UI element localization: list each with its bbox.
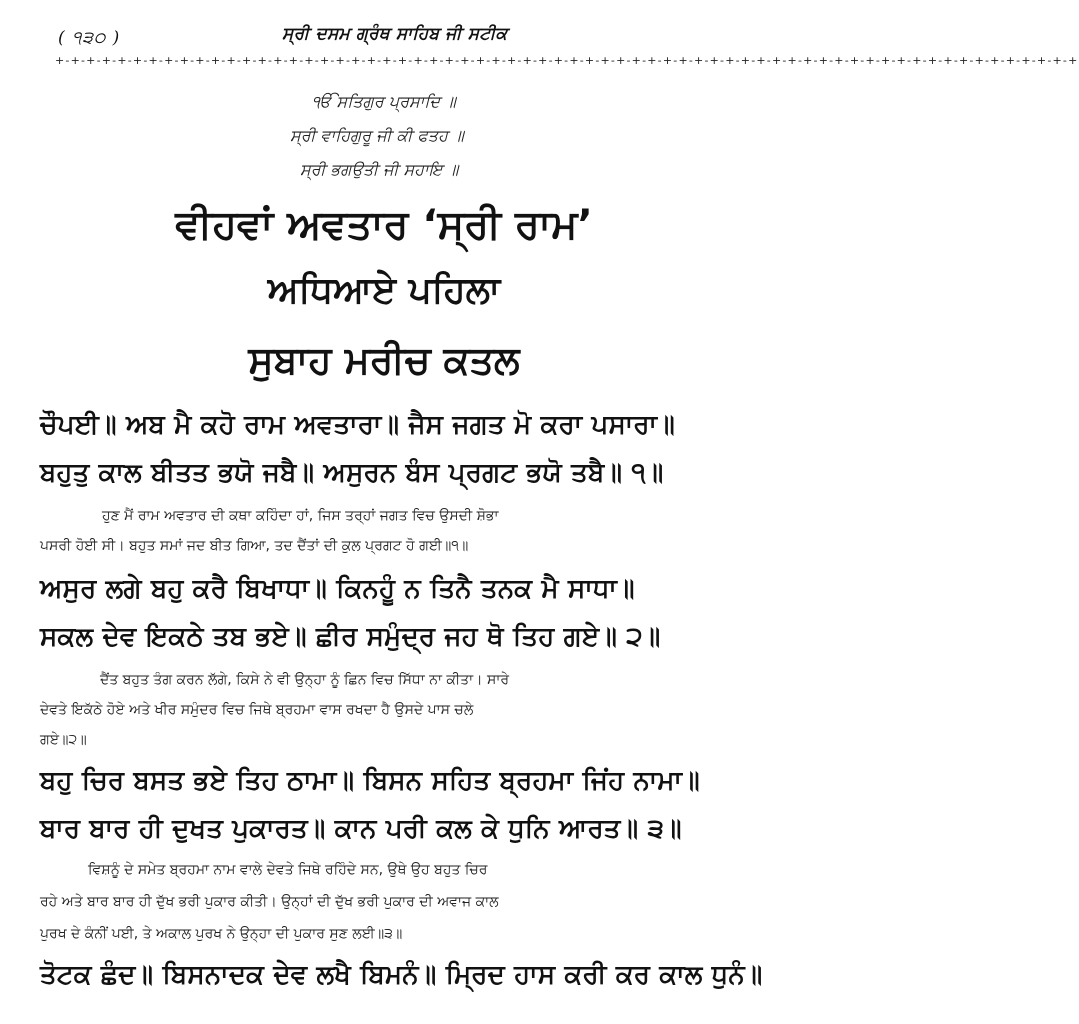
commentary-line: ਪੁਰਖ ਦੇ ਕੰਨੀਂ ਪਈ, ਤੇ ਅਕਾਲ ਪੁਰਖ ਨੇ ਉਨ੍ਹਾ ਦੀ ਪੁਕਾਰ ਸੁਣ ਲਈ॥੩॥	[40, 926, 403, 942]
commentary-line: ਹੁਣ ਮੈਂ ਰਾਮ ਅਵਤਾਰ ਦੀ ਕਥਾ ਕਹਿੰਦਾ ਹਾਂ, ਜਿਸ ਤਰ੍ਹਾਂ ਜਗਤ ਵਿਚ ਉਸਦੀ ਸ਼ੋਭਾ	[102, 508, 499, 524]
verse-line: ਬਾਰ ਬਾਰ ਹੀ ਦੁਖਤ ਪੁਕਾਰਤ॥ ਕਾਨ ਪਰੀ ਕਲ ਕੇ ਧੁਨਿ ਆਰਤ॥ ੩॥	[40, 814, 682, 844]
commentary-line: ਰਹੇ ਅਤੇ ਬਾਰ ਬਾਰ ਹੀ ਦੁੱਖ ਭਰੀ ਪੁਕਾਰ ਕੀਤੀ। ਉਨ੍ਹਾਂ ਦੀ ਦੁੱਖ ਭਰੀ ਪੁਕਾਰ ਦੀ ਅਵਾਜ ਕਾਲ	[40, 894, 499, 910]
verse-line: ਬਹੁ ਚਿਰ ਬਸਤ ਭਏ ਤਿਹ ਠਾਮਾ॥ ਬਿਸਨ ਸਹਿਤ ਬ੍ਰਹਮਾ ਜਿਂਹ ਨਾਮਾ॥	[40, 766, 700, 796]
chapter-title: ਵੀਹਵਾਂ ਅਵਤਾਰ ‘ਸ੍ਰੀ ਰਾਮ’	[175, 202, 593, 248]
verse-line: ਬਹੁਤੁ ਕਾਲ ਬੀਤਤ ਭਯੋ ਜਬੈ॥ ਅਸੁਰਨ ਬੰਸ ਪ੍ਰਗਟ ਭਯੋ ਤਬੈ॥ ੧॥	[40, 458, 664, 488]
commentary-line: ਪਸਰੀ ਹੋਈ ਸੀ। ਬਹੁਤ ਸਮਾਂ ਜਦ ਬੀਤ ਗਿਆ, ਤਦ ਦੈਂਤਾਂ ਦੀ ਕੁਲ ਪ੍ਰਗਟ ਹੋ ਗਈ॥੧॥	[40, 538, 469, 554]
invocation-line: ੴ ਸਤਿਗੁਰ ਪ੍ਰਸਾਦਿ ॥	[312, 92, 456, 111]
commentary-line: ਵਿਸ਼ਨੂੰ ਦੇ ਸਮੇਤ ਬ੍ਰਹਮਾ ਨਾਮ ਵਾਲੇ ਦੇਵਤੇ ਜਿਥੇ ਰਹਿੰਦੇ ਸਨ, ਉਥੇ ਉਹ ਬਹੁਤ ਚਿਰ	[88, 862, 488, 878]
commentary-line: ਗਏ॥੨॥	[40, 732, 87, 748]
verse-line: ਸਕਲ ਦੇਵ ਇਕਠੇ ਤਬ ਭਏ॥ ਛੀਰ ਸਮੁੰਦ੍ਰ ਜਹ ਥੋ ਤਿਹ ਗਏ॥ ੨॥	[40, 622, 661, 652]
page-number: ( ੧੩੦ )	[58, 28, 121, 48]
chapter-subtitle: ਅਧਿਆਏ ਪਹਿਲਾ	[267, 270, 501, 311]
verse-line: ਅਸੁਰ ਲਗੇ ਬਹੁ ਕਰੈ ਬਿਖਾਧਾ॥ ਕਿਨਹੂੰ ਨ ਤਿਨੈ ਤਨਕ ਮੈ ਸਾਧਾ॥	[40, 574, 635, 604]
commentary-line: ਦੇਵਤੇ ਇਕੱਠੇ ਹੋਏ ਅਤੇ ਖੀਰ ਸਮੁੰਦਰ ਵਿਚ ਜਿਥੇ ਬ੍ਰਹਮਾ ਵਾਸ ਰਖਦਾ ਹੈ ਉਸਦੇ ਪਾਸ ਚਲੇ	[40, 702, 474, 718]
verse-line: ਤੋਟਕ ਛੰਦ॥ ਬਿਸਨਾਦਕ ਦੇਵ ਲਖੈ ਬਿਮਨੰ॥ ਮ੍ਰਿਦ ਹਾਸ ਕਰੀ ਕਰ ਕਾਲ ਧੁਨੰ॥	[40, 960, 763, 990]
invocation-line: ਸ੍ਰੀ ਵਾਹਿਗੁਰੂ ਜੀ ਕੀ ਫਤਹ ॥	[290, 126, 464, 145]
header-rule: +-+-+-+-+-+-+-+-+-+-+-+-+-+-+-+-+-+-+-+-+-+-+-+-+-+-+-+-+-+-+-+-+-+-+-+-+-+-+-+-+-+-+-+-+-+-+-+-+-+-+-+-+-+-+-+-+-+-+-+-+-+-+-+-+-+	[55, 54, 1079, 67]
commentary-line: ਦੈਂਤ ਬਹੁਤ ਤੰਗ ਕਰਨ ਲੱਗੇ, ਕਿਸੇ ਨੇ ਵੀ ਉਨ੍ਹਾ ਨੂੰ ਛਿਨ ਵਿਚ ਸਿੱਧਾ ਨਾ ਕੀਤਾ। ਸਾਰੇ	[100, 672, 510, 688]
running-head: ਸ੍ਰੀ ਦਸਮ ਗ੍ਰੰਥ ਸਾਹਿਬ ਜੀ ਸਟੀਕ	[282, 24, 508, 44]
verse-line: ਚੌਪਈ॥ ਅਬ ਮੈ ਕਹੋ ਰਾਮ ਅਵਤਾਰਾ॥ ਜੈਸ ਜਗਤ ਮੋ ਕਰਾ ਪਸਾਰਾ॥	[40, 410, 675, 440]
invocation-line: ਸ੍ਰੀ ਭਗਉਤੀ ਜੀ ਸਹਾਇ ॥	[300, 160, 459, 179]
section-title: ਸੁਬਾਹ ਮਰੀਚ ਕਤਲ	[248, 338, 520, 382]
